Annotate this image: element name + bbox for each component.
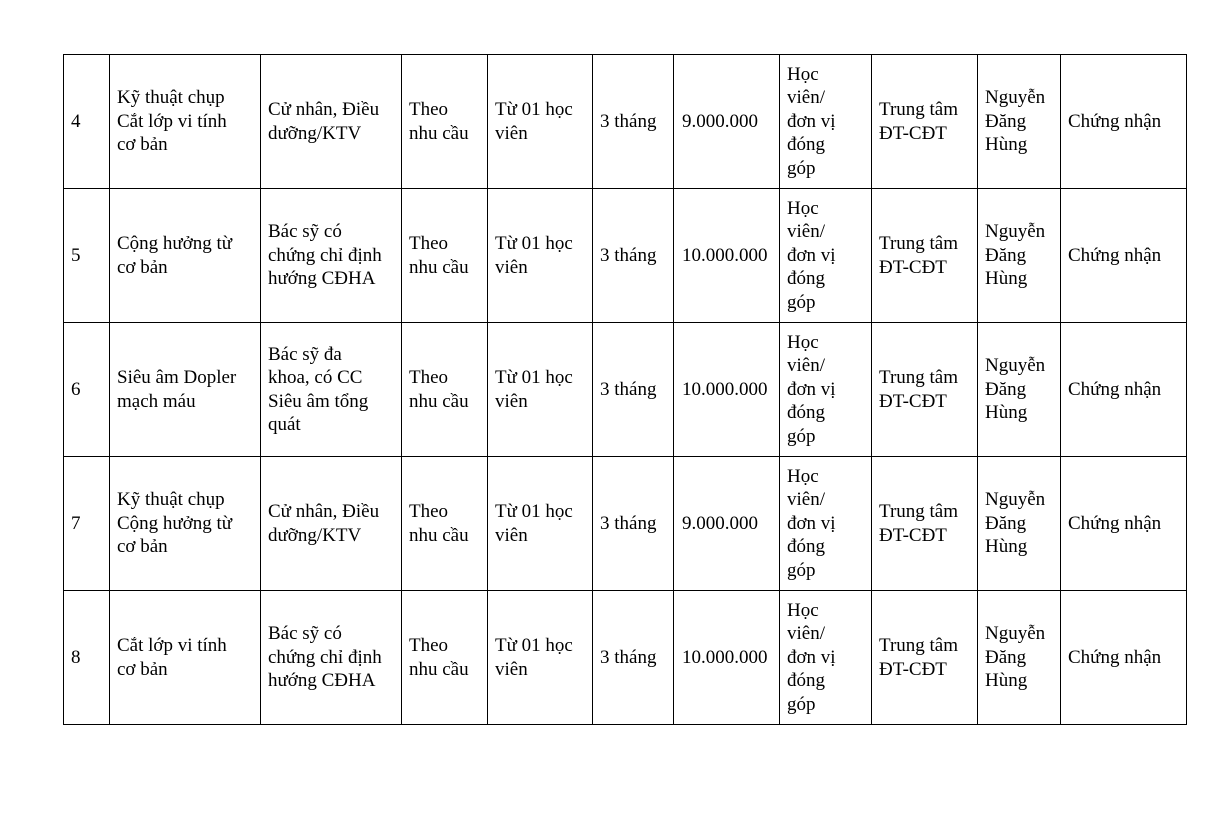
course-name-cell [110, 457, 261, 591]
funding-source-line: góp [787, 559, 816, 581]
class-size-line: viên [495, 390, 528, 412]
funding-source-line: viên/ [787, 221, 825, 243]
duration-cell [593, 55, 674, 189]
table-row [64, 323, 1187, 457]
person-in-charge-cell [978, 55, 1061, 189]
course-name-line: Kỹ thuật chụp [117, 489, 225, 511]
person-in-charge-line: Nguyễn [985, 87, 1046, 109]
person-in-charge-line: Hùng [985, 536, 1028, 558]
row-number-text: 5 [71, 244, 81, 266]
enrollment-cell [402, 55, 488, 189]
row-number-text: 6 [71, 378, 81, 400]
course-name-line: Cộng hưởng từ [117, 512, 233, 534]
funding-source-line: đơn vị [787, 512, 836, 534]
enrollment-line: nhu cầu [409, 256, 469, 278]
person-in-charge-cell [978, 189, 1061, 323]
person-in-charge-line: Đăng [985, 646, 1027, 668]
organizing-unit-cell [872, 189, 978, 323]
funding-source-line: Học [787, 331, 819, 353]
course-name-line: cơ bản [117, 658, 168, 680]
class-size-line: Từ 01 học [495, 233, 573, 254]
person-in-charge-cell [978, 323, 1061, 457]
course-name-line: Siêu âm Dopler [117, 367, 237, 388]
class-size-cell [488, 457, 593, 591]
person-in-charge-line: Nguyễn [985, 489, 1046, 511]
class-size-line: viên [495, 122, 528, 144]
class-size-cell [488, 55, 593, 189]
tuition-fee-cell [674, 323, 780, 457]
person-in-charge-line: Đăng [985, 244, 1027, 266]
target-learner-line: dưỡng/KTV [268, 122, 362, 144]
duration-text: 3 tháng [600, 110, 657, 132]
table-row [64, 457, 1187, 591]
course-name-cell [110, 55, 261, 189]
target-learner-line: Bác sỹ đa [268, 343, 342, 365]
certificate-text: Chứng nhận [1068, 378, 1162, 400]
target-learner-cell [261, 189, 402, 323]
course-name-line: cơ bản [117, 134, 168, 156]
funding-source-line: viên/ [787, 355, 825, 377]
course-name-cell [110, 323, 261, 457]
funding-source-line: viên/ [787, 623, 825, 645]
target-learner-line: dưỡng/KTV [268, 524, 362, 546]
organizing-unit-line: Trung tâm [879, 501, 959, 522]
funding-source-line: góp [787, 157, 816, 179]
duration-cell [593, 457, 674, 591]
enrollment-cell [402, 323, 488, 457]
target-learner-cell [261, 591, 402, 725]
funding-source-cell [780, 55, 872, 189]
enrollment-cell [402, 591, 488, 725]
target-learner-line: chứng chỉ định [268, 646, 382, 668]
course-name-line: cơ bản [117, 256, 168, 278]
table-row [64, 189, 1187, 323]
class-size-line: Từ 01 học [495, 501, 573, 522]
funding-source-line: đóng [787, 670, 825, 692]
tuition-fee-text: 9.000.000 [682, 110, 758, 132]
course-name-line: cơ bản [117, 536, 168, 558]
person-in-charge-line: Hùng [985, 268, 1028, 290]
enrollment-cell [402, 189, 488, 323]
organizing-unit-line: Trung tâm [879, 99, 959, 120]
person-in-charge-line: Hùng [985, 402, 1028, 424]
certificate-cell [1061, 591, 1187, 725]
funding-source-line: góp [787, 291, 816, 313]
organizing-unit-cell [872, 55, 978, 189]
funding-source-line: đóng [787, 268, 825, 290]
course-name-cell [110, 591, 261, 725]
certificate-cell [1061, 189, 1187, 323]
funding-source-line: góp [787, 693, 816, 715]
target-learner-cell [261, 457, 402, 591]
funding-source-line: đóng [787, 536, 825, 558]
course-name-line: mạch máu [117, 390, 196, 412]
funding-source-line: đơn vị [787, 110, 836, 132]
organizing-unit-line: Trung tâm [879, 635, 959, 656]
duration-text: 3 tháng [600, 646, 657, 668]
person-in-charge-cell [978, 591, 1061, 725]
funding-source-line: đơn vị [787, 244, 836, 266]
duration-text: 3 tháng [600, 378, 657, 400]
row-number-cell [64, 55, 110, 189]
person-in-charge-line: Đăng [985, 110, 1027, 132]
table-row [64, 591, 1187, 725]
tuition-fee-text: 10.000.000 [682, 244, 768, 266]
organizing-unit-line: ĐT-CĐT [879, 122, 947, 144]
funding-source-cell [780, 457, 872, 591]
organizing-unit-cell [872, 591, 978, 725]
enrollment-cell [402, 457, 488, 591]
row-number-cell [64, 189, 110, 323]
row-number-cell [64, 323, 110, 457]
row-number-cell [64, 591, 110, 725]
enrollment-line: nhu cầu [409, 122, 469, 144]
target-learner-line: khoa, có CC [268, 367, 363, 388]
enrollment-line: Theo [409, 367, 449, 388]
organizing-unit-line: ĐT-CĐT [879, 256, 947, 278]
table-row [64, 55, 1187, 189]
class-size-cell [488, 189, 593, 323]
person-in-charge-cell [978, 457, 1061, 591]
organizing-unit-line: Trung tâm [879, 233, 959, 254]
duration-cell [593, 591, 674, 725]
course-name-line: Cộng hưởng từ [117, 233, 233, 254]
target-learner-cell [261, 323, 402, 457]
row-number-text: 7 [71, 512, 81, 534]
certificate-text: Chứng nhận [1068, 512, 1162, 534]
organizing-unit-cell [872, 457, 978, 591]
course-table [63, 54, 1187, 725]
certificate-text: Chứng nhận [1068, 646, 1162, 668]
enrollment-line: Theo [409, 99, 449, 120]
class-size-line: Từ 01 học [495, 367, 573, 388]
certificate-text: Chứng nhận [1068, 110, 1162, 132]
class-size-line: viên [495, 256, 528, 278]
certificate-cell [1061, 323, 1187, 457]
person-in-charge-line: Đăng [985, 378, 1027, 400]
duration-text: 3 tháng [600, 512, 657, 534]
organizing-unit-line: ĐT-CĐT [879, 390, 947, 412]
enrollment-line: nhu cầu [409, 524, 469, 546]
person-in-charge-line: Nguyễn [985, 623, 1046, 645]
funding-source-line: đóng [787, 402, 825, 424]
funding-source-line: Học [787, 63, 819, 85]
organizing-unit-line: ĐT-CĐT [879, 524, 947, 546]
target-learner-line: Bác sỹ có [268, 623, 342, 645]
row-number-cell [64, 457, 110, 591]
funding-source-cell [780, 591, 872, 725]
funding-source-line: đóng [787, 134, 825, 156]
tuition-fee-text: 9.000.000 [682, 512, 758, 534]
funding-source-line: viên/ [787, 489, 825, 511]
class-size-line: viên [495, 524, 528, 546]
funding-source-line: góp [787, 425, 816, 447]
enrollment-line: nhu cầu [409, 390, 469, 412]
target-learner-line: hướng CĐHA [268, 268, 376, 290]
row-number-text: 4 [71, 110, 81, 132]
certificate-cell [1061, 55, 1187, 189]
funding-source-cell [780, 189, 872, 323]
target-learner-cell [261, 55, 402, 189]
funding-source-line: Học [787, 465, 819, 487]
tuition-fee-cell [674, 55, 780, 189]
class-size-cell [488, 591, 593, 725]
funding-source-line: đơn vị [787, 646, 836, 668]
funding-source-cell [780, 323, 872, 457]
enrollment-line: nhu cầu [409, 658, 469, 680]
target-learner-line: Bác sỹ có [268, 221, 342, 243]
class-size-line: viên [495, 658, 528, 680]
funding-source-line: Học [787, 599, 819, 621]
target-learner-line: Siêu âm tổng [268, 390, 369, 412]
certificate-cell [1061, 457, 1187, 591]
target-learner-line: Cử nhân, Điều [268, 99, 380, 120]
tuition-fee-cell [674, 591, 780, 725]
funding-source-line: viên/ [787, 87, 825, 109]
duration-text: 3 tháng [600, 244, 657, 266]
class-size-line: Từ 01 học [495, 635, 573, 656]
organizing-unit-line: ĐT-CĐT [879, 658, 947, 680]
course-name-line: Cắt lớp vi tính [117, 635, 227, 656]
person-in-charge-line: Hùng [985, 670, 1028, 692]
enrollment-line: Theo [409, 635, 449, 656]
duration-cell [593, 323, 674, 457]
duration-cell [593, 189, 674, 323]
person-in-charge-line: Nguyễn [985, 355, 1046, 377]
organizing-unit-cell [872, 323, 978, 457]
person-in-charge-line: Đăng [985, 512, 1027, 534]
funding-source-line: Học [787, 197, 819, 219]
tuition-fee-cell [674, 457, 780, 591]
target-learner-line: hướng CĐHA [268, 670, 376, 692]
certificate-text: Chứng nhận [1068, 244, 1162, 266]
course-name-line: Cắt lớp vi tính [117, 110, 227, 132]
tuition-fee-text: 10.000.000 [682, 646, 768, 668]
class-size-cell [488, 323, 593, 457]
class-size-line: Từ 01 học [495, 99, 573, 120]
person-in-charge-line: Hùng [985, 134, 1028, 156]
funding-source-line: đơn vị [787, 378, 836, 400]
tuition-fee-text: 10.000.000 [682, 378, 768, 400]
row-number-text: 8 [71, 646, 81, 668]
enrollment-line: Theo [409, 501, 449, 522]
organizing-unit-line: Trung tâm [879, 367, 959, 388]
table-body [64, 55, 1187, 725]
course-name-line: Kỹ thuật chụp [117, 87, 225, 109]
target-learner-line: Cử nhân, Điều [268, 501, 380, 522]
tuition-fee-cell [674, 189, 780, 323]
enrollment-line: Theo [409, 233, 449, 254]
course-name-cell [110, 189, 261, 323]
target-learner-line: chứng chỉ định [268, 244, 382, 266]
target-learner-line: quát [268, 414, 301, 435]
person-in-charge-line: Nguyễn [985, 221, 1046, 243]
